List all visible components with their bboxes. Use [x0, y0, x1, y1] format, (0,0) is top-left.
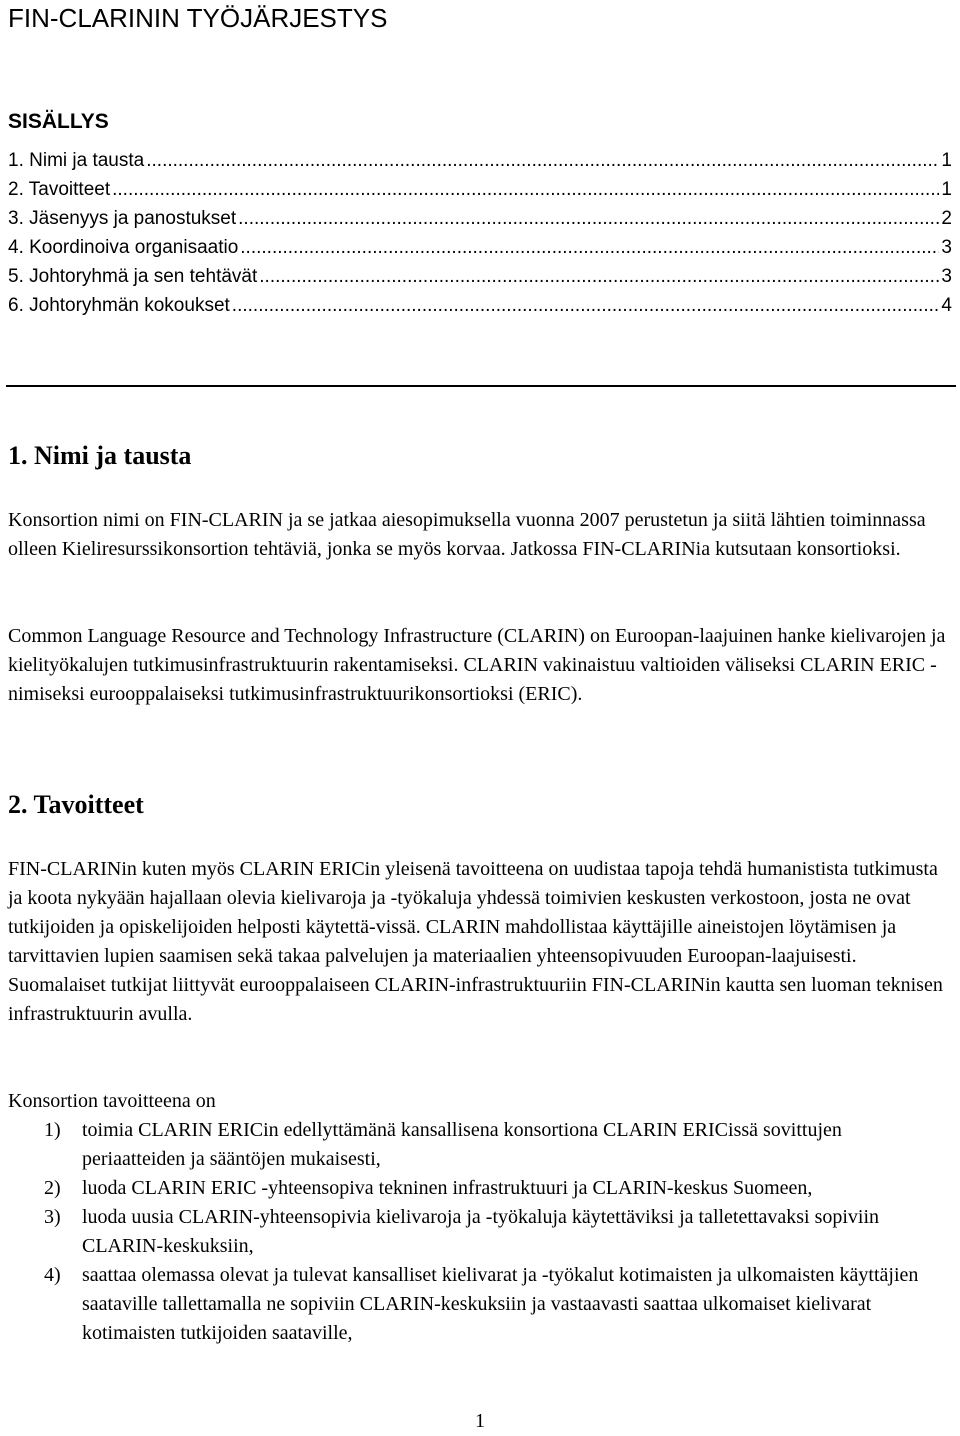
page-number: 1: [475, 1410, 485, 1432]
toc-entry[interactable]: [8, 179, 952, 208]
list-item-number: 1): [44, 1119, 61, 1141]
list-item: [8, 1203, 948, 1261]
list-item: [8, 1116, 948, 1174]
goals-intro: Konsortion tavoitteena on: [8, 1090, 216, 1112]
section-2-paragraph-1: FIN-CLARINin kuten myös CLARIN ERICin yleisenä tavoitteena on uudistaa tapoja tehdä humanistista tutkimusta ja koota nykyään hajallaan olevia kielivaroja ja -työkaluja yhdessä toimivien keskusten verkostoon, josta ne ovat tutkijoiden ja opiskelijoiden helposti käytettä-vissä. CLARIN mahdollistaa käyttäjille aineistojen löytämisen ja tarvittavien lupien saamisen sekä takaa palvelujen ja materiaalien yhteensopivuuden Euroopan-laajuisesti. Suomalaiset tutkijat liittyvät eurooppalaiseen CLARIN-infrastruktuuriin FIN-CLARINin kautta sen luoman teknisen infrastruktuurin avulla.: [8, 858, 943, 1025]
list-item-text: luoda uusia CLARIN-yhteensopivia kielivaroja ja -työkaluja käytettäviksi ja talletettavaksi sopiviin CLARIN-keskuksiin,: [82, 1206, 880, 1257]
toc-entry-label: 2. Tavoitteet: [8, 179, 111, 200]
toc-entry[interactable]: [8, 295, 952, 324]
toc-entry-page: 4: [941, 295, 952, 316]
toc-entry-label: 5. Johtoryhmä ja sen tehtävät: [8, 266, 258, 287]
toc-entry[interactable]: [8, 208, 952, 237]
toc-entry[interactable]: [8, 266, 952, 295]
toc-leader-dots: [112, 179, 939, 201]
list-item-text: luoda CLARIN ERIC -yhteensopiva tekninen infrastruktuuri ja CLARIN-keskus Suomeen,: [82, 1177, 813, 1199]
toc-leader-dots: [240, 237, 939, 259]
document-title: FIN-CLARININ TYÖJÄRJESTYS: [8, 3, 388, 33]
list-item-text: saattaa olemassa olevat ja tulevat kansalliset kielivarat ja -työkalut kotimaisten ja ulkomaisten käyttäjien saataville tallettamalla ne sopiviin CLARIN-keskuksiin ja vastaavasti saattaa ulkomaiset kielivarat kotimaisten tutkijoiden saataville,: [82, 1264, 919, 1344]
toc-entry-label: 1. Nimi ja tausta: [8, 150, 145, 171]
list-item-number: 2): [44, 1177, 61, 1199]
horizontal-divider: [6, 385, 956, 387]
toc-entry-page: 3: [941, 266, 952, 287]
list-item: [8, 1261, 948, 1348]
toc-entry[interactable]: [8, 150, 952, 179]
toc-entry-label: 4. Koordinoiva organisaatio: [8, 237, 239, 258]
toc-entry-label: 3. Jäsenyys ja panostukset: [8, 208, 237, 229]
toc-leader-dots: [232, 295, 940, 317]
goals-list: [8, 1116, 948, 1348]
toc-leader-dots: [146, 150, 939, 172]
toc-leader-dots: [238, 208, 939, 230]
toc-heading: SISÄLLYS: [8, 110, 109, 133]
toc-entry-page: 3: [941, 237, 952, 258]
section-2-heading: 2. Tavoitteet: [8, 790, 144, 819]
toc-entry-page: 1: [941, 179, 952, 200]
list-item-number: 4): [44, 1264, 61, 1286]
toc-entry-label: 6. Johtoryhmän kokoukset: [8, 295, 230, 316]
section-1-paragraph-2: Common Language Resource and Technology Infrastructure (CLARIN) on Euroopan-laajuinen hanke kielivarojen ja kielityökalujen tutkimusinfrastruktuurin rakentamiseksi. CLARIN vakinaistuu valtioiden väliseksi CLARIN ERIC -nimiseksi eurooppalaiseksi tutkimusinfrastruktuurikonsortioksi (ERIC).: [8, 625, 946, 705]
section-1-heading: 1. Nimi ja tausta: [8, 441, 192, 470]
toc-entry-page: 2: [941, 208, 952, 229]
toc-leader-dots: [259, 266, 939, 288]
table-of-contents: [8, 150, 952, 324]
toc-entry-page: 1: [941, 150, 952, 171]
section-1-paragraph-1: Konsortion nimi on FIN-CLARIN ja se jatkaa aiesopimuksella vuonna 2007 perustetun ja siitä lähtien toiminnassa olleen Kieliresurssikonsortion tehtäviä, jonka se myös korvaa. Jatkossa FIN-CLARINia kutsutaan konsortioksi.: [8, 509, 926, 560]
toc-entry[interactable]: [8, 237, 952, 266]
list-item-number: 3): [44, 1206, 61, 1228]
list-item: [8, 1174, 948, 1203]
list-item-text: toimia CLARIN ERICin edellyttämänä kansallisena konsortiona CLARIN ERICissä sovittujen periaatteiden ja sääntöjen mukaisesti,: [82, 1119, 842, 1170]
